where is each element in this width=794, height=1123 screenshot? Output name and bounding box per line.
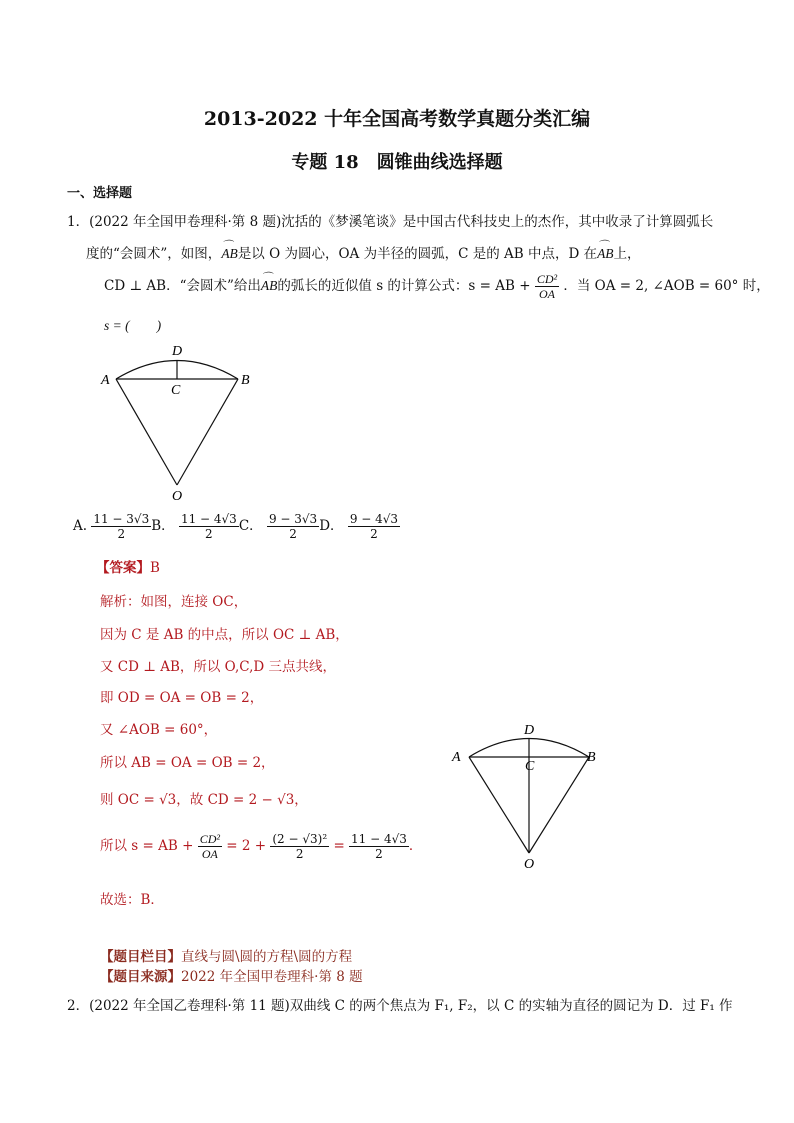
- formula-text: ．: [408, 838, 423, 854]
- question-number: 1．: [67, 214, 90, 230]
- question-2-line-1: [67, 994, 733, 1014]
- column-line: [100, 945, 352, 965]
- text-span: 是以 O 为圆心，OA 为半径的圆弧，C 是的 AB 中点，D 在: [237, 246, 598, 262]
- fraction-denominator: 2: [117, 527, 126, 541]
- solution-line: 因为 C 是 AB 的中点，所以 OC ⊥ AB，: [100, 627, 349, 643]
- answer-tag: 【答案】: [96, 560, 150, 576]
- arc-symbol: ⌒ AB: [221, 246, 238, 262]
- solution-line: 则 OC = √3，故 CD = 2 − √3，: [100, 792, 308, 808]
- fraction-denominator: OA: [201, 847, 218, 861]
- question-number: 2．: [67, 998, 90, 1014]
- formula-fraction: [270, 832, 329, 861]
- column-value: 直线与圆\圆的方程\圆的方程: [181, 949, 353, 965]
- solution-line: 又 ∠AOB = 60°，: [100, 722, 218, 738]
- option-a-fraction: [91, 512, 151, 541]
- fraction-numerator: 11 − 4√3: [351, 832, 407, 846]
- formula-fraction: [535, 272, 559, 301]
- option-c-letter: C．: [238, 518, 263, 534]
- option-a-letter: A.: [73, 518, 88, 534]
- text-span: ．当 OA = 2, ∠AOB = 60° 时，: [563, 278, 770, 294]
- question-1-blank: s = ( ): [104, 318, 162, 333]
- option-b-fraction: [179, 512, 239, 541]
- label-o: O: [524, 857, 535, 872]
- solution-final-formula: [100, 832, 422, 861]
- fraction-denominator: 2: [295, 847, 304, 861]
- fraction-numerator: 11 − 3√3: [93, 512, 150, 526]
- label-a: A: [452, 750, 461, 765]
- source-value: 2022 年全国甲卷理科·第 8 题: [181, 969, 363, 985]
- figure-sector-2: [445, 720, 605, 872]
- fraction-numerator: 11 − 4√3: [180, 512, 237, 526]
- text-span: 度的“会圆术”，如图，: [86, 246, 222, 262]
- solution-line: 解析：如图，连接 OC，: [100, 594, 248, 610]
- label-d: D: [524, 723, 535, 738]
- solution-choose: 故选：B．: [100, 892, 164, 908]
- fraction-denominator: OA: [538, 287, 555, 301]
- radius-ob: [177, 379, 238, 485]
- question-text: (2022 年全国甲卷理科·第 8 题)沈括的《梦溪笔谈》是中国古代科技史上的杰作，其中收录了计算圆弧长: [89, 214, 714, 230]
- fraction-numerator: CD²: [536, 272, 558, 286]
- fraction-numerator: CD²: [199, 832, 220, 846]
- page-subtitle: 专题 18 圆锥曲线选择题: [291, 152, 503, 173]
- column-tag: 【题目栏目】: [100, 949, 181, 965]
- question-text: (2022 年全国乙卷理科·第 11 题)双曲线 C 的两个焦点为 F₁, F₂，以 C 的实轴为直径的圆记为 D．过 F₁ 作: [89, 998, 733, 1014]
- arc-symbol: ⌒ AB: [261, 278, 278, 294]
- source-line: [100, 965, 363, 985]
- page-title: 2013-2022 十年全国高考数学真题分类汇编: [203, 108, 591, 130]
- solution-line: 所以 AB = OA = OB = 2，: [100, 755, 275, 771]
- text-span: 上，: [613, 246, 641, 262]
- formula-text: 所以 s = AB +: [100, 838, 194, 854]
- label-b: B: [241, 373, 250, 388]
- arc-symbol: ⌒ AB: [597, 246, 614, 262]
- formula-fraction: [198, 832, 222, 861]
- formula-text: =: [333, 838, 345, 854]
- radius-oa: [116, 379, 177, 485]
- formula-text: = 2 +: [226, 838, 267, 854]
- option-b-letter: B．: [151, 518, 175, 534]
- fraction-denominator: 2: [370, 527, 378, 541]
- fraction-denominator: 2: [375, 847, 383, 861]
- label-b: B: [587, 750, 596, 765]
- radius-ob: [529, 757, 589, 853]
- radius-oa: [469, 757, 529, 853]
- question-1-line-1: [67, 210, 713, 230]
- formula-fraction: [349, 832, 409, 861]
- label-c: C: [171, 383, 181, 398]
- label-a: A: [101, 373, 110, 388]
- solution-line: 又 CD ⊥ AB，所以 O,C,D 三点共线，: [100, 659, 337, 675]
- fraction-denominator: 2: [205, 527, 213, 541]
- fraction-numerator: 9 − 3√3: [268, 512, 318, 526]
- label-o: O: [172, 489, 183, 504]
- question-1-line-3: [104, 272, 770, 301]
- solution-line: 即 OD = OA = OB = 2，: [100, 690, 264, 706]
- option-c-fraction: [267, 512, 319, 541]
- label-d: D: [172, 344, 183, 359]
- formula-text: 的弧长的近似值 s 的计算公式：s = AB +: [277, 278, 531, 294]
- label-c: C: [525, 759, 535, 774]
- fraction-numerator: (2 − √3)²: [272, 832, 328, 846]
- answer-value: B: [150, 560, 160, 576]
- text-span: CD ⊥ AB．“会圆术”给出: [104, 278, 261, 294]
- options-row: [73, 512, 400, 541]
- source-tag: 【题目来源】: [100, 969, 181, 985]
- section-heading: 一、选择题: [67, 186, 133, 201]
- option-d-fraction: [348, 512, 400, 541]
- fraction-numerator: 9 − 4√3: [349, 512, 399, 526]
- fraction-denominator: 2: [289, 527, 297, 541]
- answer-line: [96, 556, 160, 576]
- option-d-letter: D．: [319, 518, 344, 534]
- question-1-line-2: [86, 242, 641, 262]
- figure-sector-1: [95, 340, 265, 505]
